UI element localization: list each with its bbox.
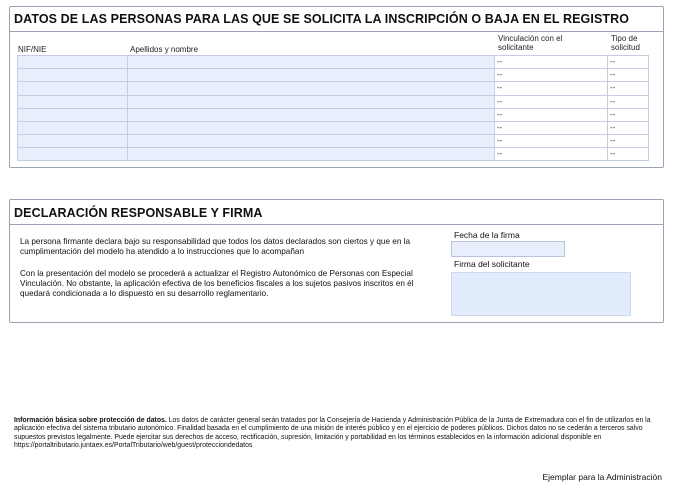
table-row (17, 147, 649, 160)
table-row (17, 134, 649, 147)
vinculacion-select[interactable]: -- (495, 82, 608, 94)
tipo-select[interactable]: -- (608, 135, 649, 147)
tipo-select[interactable]: -- (608, 69, 649, 81)
tipo-select[interactable]: -- (608, 122, 649, 134)
apellidos-input[interactable] (128, 56, 495, 68)
nif-input[interactable] (17, 82, 128, 94)
persons-table (17, 55, 649, 161)
table-row (17, 95, 649, 108)
table-row (17, 81, 649, 94)
nif-input[interactable] (17, 148, 128, 159)
section-divider (10, 224, 663, 225)
persons-section-title: DATOS DE LAS PERSONAS PARA LAS QUE SE SOLICITA LA INSCRIPCIÓN O BAJA EN EL REGISTRO (14, 12, 630, 26)
copy-label: Ejemplar para la Administración (542, 472, 662, 482)
vinculacion-select[interactable]: -- (495, 69, 608, 81)
apellidos-input[interactable] (128, 82, 495, 94)
firma-solicitante-field[interactable] (451, 272, 631, 316)
persons-section (9, 6, 664, 168)
table-row (17, 108, 649, 121)
nif-input[interactable] (17, 122, 128, 134)
nif-input[interactable] (17, 96, 128, 108)
column-header-apellidos: Apellidos y nombre (130, 45, 199, 54)
privacy-notice-heading: Información básica sobre protección de datos. (14, 417, 167, 424)
tipo-select[interactable]: -- (608, 148, 649, 159)
vinculacion-select[interactable]: -- (495, 148, 608, 159)
vinculacion-select[interactable]: -- (495, 135, 608, 147)
fecha-firma-label: Fecha de la firma (454, 230, 520, 240)
vinculacion-select[interactable]: -- (495, 96, 608, 108)
vinculacion-select[interactable]: -- (495, 56, 608, 68)
privacy-notice (14, 417, 664, 451)
firma-solicitante-label: Firma del solicitante (454, 259, 530, 269)
nif-input[interactable] (17, 69, 128, 81)
apellidos-input[interactable] (128, 122, 495, 134)
apellidos-input[interactable] (128, 96, 495, 108)
tipo-select[interactable]: -- (608, 109, 649, 121)
tipo-select[interactable]: -- (608, 56, 649, 68)
fecha-firma-input[interactable] (451, 241, 565, 257)
section-divider (10, 31, 663, 32)
column-header-tipo: Tipo de solicitud (611, 34, 640, 52)
table-row (17, 55, 649, 68)
nif-input[interactable] (17, 56, 128, 68)
column-header-nif: NIF/NIE (18, 45, 47, 54)
declaration-paragraph-1: La persona firmante declara bajo su responsabilidad que todos los datos declarados son ciertos y que en la cumplimentación del modelo ha atendido a lo instrucciones que lo acompañan (20, 237, 411, 256)
table-row (17, 121, 649, 134)
declaration-paragraph-2: Con la presentación del modelo se procederá a actualizar el Registro Autonómico de Personas con Especial Vinculación. No obstante, la aplicación efectiva de los beneficios fiscales a los sujetos pasivos inscritos en él quedará condicionada a lo dispuesto en su desarrollo reglamentario. (20, 269, 414, 298)
column-header-vinculacion: Vinculación con el solicitante (498, 34, 563, 52)
vinculacion-select[interactable]: -- (495, 122, 608, 134)
nif-input[interactable] (17, 135, 128, 147)
apellidos-input[interactable] (128, 69, 495, 81)
declaration-section (9, 199, 664, 323)
privacy-notice-text: Los datos de carácter general serán tratados por la Consejería de Hacienda y Administración Pública de la Junta de Extremadura con el fin de utilizarlos en la aplicación efectiva del sistema tributario autonómico. Finalidad basada en el cumplimiento de una misión de interés público y en el ejercicio de poderes públicos. Dichos datos no se cederán a terceros salvo supuestos previstos legalmente. Puede ejercitar sus derechos de acceso, rectificación, supresión, limitación y portabilidad en los términos establecidos en la información adicional disponible en https://portaltributario.juntaex.es/PortalTributario/web/guest/protecciondedatos (14, 417, 651, 450)
apellidos-input[interactable] (128, 109, 495, 121)
table-row (17, 68, 649, 81)
nif-input[interactable] (17, 109, 128, 121)
apellidos-input[interactable] (128, 148, 495, 159)
tipo-select[interactable]: -- (608, 96, 649, 108)
vinculacion-select[interactable]: -- (495, 109, 608, 121)
tipo-select[interactable]: -- (608, 82, 649, 94)
apellidos-input[interactable] (128, 135, 495, 147)
declaration-section-title: DECLARACIÓN RESPONSABLE Y FIRMA (14, 206, 263, 220)
